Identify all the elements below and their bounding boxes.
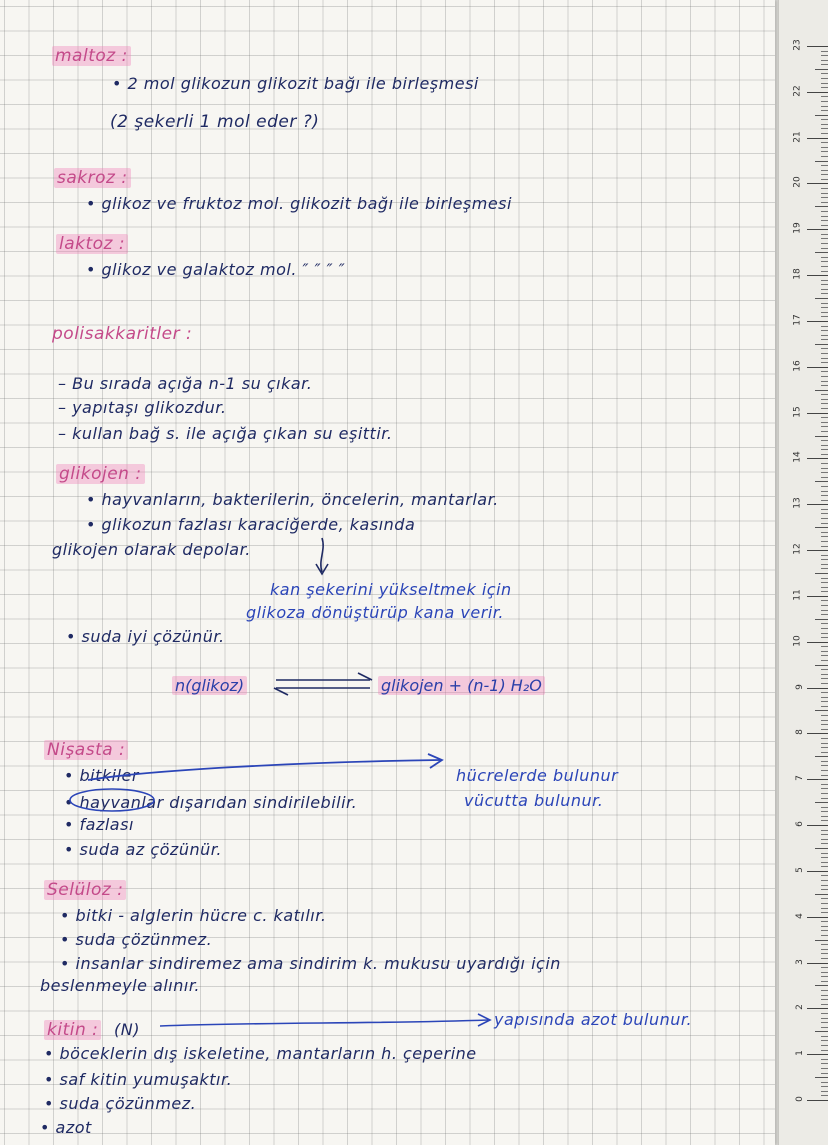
ruler-minor-tick xyxy=(821,248,828,249)
ruler-minor-tick xyxy=(821,55,828,56)
nisasta-line-3: • fazlası xyxy=(64,815,134,834)
ruler-minor-tick xyxy=(815,252,828,253)
ruler-minor-tick xyxy=(815,481,828,482)
ruler-major-tick xyxy=(807,46,828,47)
ruler-label: 1 xyxy=(795,1050,806,1057)
nisasta-line-4: • suda az çözünür. xyxy=(64,840,222,859)
ruler-minor-tick xyxy=(821,289,828,290)
ruler-minor-tick xyxy=(821,839,828,840)
ruler-minor-tick xyxy=(821,96,828,97)
ruler-minor-tick xyxy=(821,110,828,111)
glikojen-line-3: glikojen olarak depolar. xyxy=(52,540,251,559)
kitin-arrow xyxy=(160,1020,488,1026)
ruler-minor-tick xyxy=(815,1077,828,1078)
ruler-minor-tick xyxy=(821,949,828,950)
ruler-minor-tick xyxy=(821,1063,828,1064)
laktoz-heading: laktoz : xyxy=(56,234,128,254)
ruler-minor-tick xyxy=(821,174,828,175)
ruler-minor-tick xyxy=(821,1040,828,1041)
maltoz-heading: maltoz : xyxy=(52,46,131,66)
ruler-label: 12 xyxy=(792,543,803,555)
ruler-major-tick xyxy=(807,183,828,184)
ruler-minor-tick xyxy=(821,431,828,432)
ruler-minor-tick xyxy=(821,999,828,1000)
ruler-minor-tick xyxy=(821,1082,828,1083)
glikojen-line-5: glikoza dönüştürüp kana verir. xyxy=(246,603,504,622)
ruler-minor-tick xyxy=(821,216,828,217)
ruler-minor-tick xyxy=(821,513,828,514)
maltoz-line-1: • 2 mol glikozun glikozit bağı ile birleşmesi xyxy=(112,74,479,93)
ruler-label: 0 xyxy=(795,1096,806,1102)
nisasta-side-1: hücrelerde bulunur xyxy=(456,766,619,785)
ruler-minor-tick xyxy=(821,266,828,267)
ruler-major-tick xyxy=(807,825,828,826)
ruler-minor-tick xyxy=(821,225,828,226)
ruler-minor-tick xyxy=(821,1068,828,1069)
ruler-minor-tick xyxy=(821,316,828,317)
ruler-label: 8 xyxy=(795,729,806,736)
ruler-minor-tick xyxy=(821,124,828,125)
ruler-minor-tick xyxy=(821,303,828,304)
ruler-minor-tick xyxy=(821,697,828,698)
ruler-major-tick xyxy=(807,596,828,597)
ruler-minor-tick xyxy=(815,619,828,620)
ruler-label: 13 xyxy=(792,497,803,509)
ruler-minor-tick xyxy=(821,651,828,652)
ruler-minor-tick xyxy=(815,940,828,941)
poli-line-3: – kullan bağ s. ile açığa çıkan su eşittir. xyxy=(58,424,393,443)
ruler-minor-tick xyxy=(815,69,828,70)
ruler-minor-tick xyxy=(821,843,828,844)
ruler-minor-tick xyxy=(815,436,828,437)
ruler-minor-tick xyxy=(821,403,828,404)
ruler-minor-tick xyxy=(821,706,828,707)
ruler-minor-tick xyxy=(821,976,828,977)
ruler-minor-tick xyxy=(821,811,828,812)
ruler-minor-tick xyxy=(821,816,828,817)
ruler-label: 20 xyxy=(792,176,803,189)
ruler-minor-tick xyxy=(821,101,828,102)
ruler-label: 22 xyxy=(792,85,803,97)
ruler-minor-tick xyxy=(821,995,828,996)
ruler-label: 21 xyxy=(792,130,803,143)
ruler-label: 7 xyxy=(795,775,806,782)
ruler-minor-tick xyxy=(821,793,828,794)
ruler-minor-tick xyxy=(821,720,828,721)
ruler-minor-tick xyxy=(821,362,828,363)
ruler-minor-tick xyxy=(821,830,828,831)
nisasta-line-1: • bitkiler xyxy=(64,766,139,785)
ruler-minor-tick xyxy=(821,990,828,991)
ruler-minor-tick xyxy=(815,665,828,666)
ruler-minor-tick xyxy=(821,449,828,450)
ruler-minor-tick xyxy=(821,261,828,262)
ruler-label: 14 xyxy=(792,451,803,464)
kitin-line-1: • böceklerin dış iskeletine, mantarların h. çeperine xyxy=(44,1044,477,1063)
ruler-minor-tick xyxy=(821,472,828,473)
ruler-minor-tick xyxy=(821,605,828,606)
ruler-label: 3 xyxy=(795,958,806,965)
ruler-label: 6 xyxy=(795,821,806,827)
ruler-minor-tick xyxy=(821,559,828,560)
ruler-minor-tick xyxy=(821,518,828,519)
ruler-minor-tick xyxy=(821,193,828,194)
ruler-label: 5 xyxy=(795,866,806,873)
ruler-major-tick xyxy=(807,1008,828,1009)
ruler-minor-tick xyxy=(821,820,828,821)
ruler-major-tick xyxy=(807,642,828,643)
ruler-label: 19 xyxy=(792,222,803,235)
ruler-minor-tick xyxy=(821,788,828,789)
ruler-minor-tick xyxy=(821,1050,828,1051)
ruler-minor-tick xyxy=(821,147,828,148)
ruler-minor-tick xyxy=(821,866,828,867)
ruler-minor-tick xyxy=(821,765,828,766)
ruler-minor-tick xyxy=(821,280,828,281)
ruler-minor-tick xyxy=(821,408,828,409)
ruler-major-tick xyxy=(807,92,828,93)
ruler-minor-tick xyxy=(821,926,828,927)
kitin-line-2: • saf kitin yumuşaktır. xyxy=(44,1070,233,1089)
ruler-minor-tick xyxy=(821,445,828,446)
ruler-minor-tick xyxy=(821,930,828,931)
polisakkaritler-heading: polisakkaritler : xyxy=(52,324,193,344)
glikojen-line-2: • glikozun fazlası karaciğerde, kasında xyxy=(86,515,416,534)
ruler-major-tick xyxy=(807,504,828,505)
ruler-minor-tick xyxy=(821,903,828,904)
ruler-minor-tick xyxy=(821,495,828,496)
ruler-minor-tick xyxy=(821,646,828,647)
ruler-minor-tick xyxy=(821,701,828,702)
ruler-minor-tick xyxy=(821,587,828,588)
ruler-minor-tick xyxy=(821,678,828,679)
ruler-minor-tick xyxy=(821,692,828,693)
ruler-minor-tick xyxy=(821,509,828,510)
ruler-minor-tick xyxy=(821,743,828,744)
ruler-minor-tick xyxy=(821,628,828,629)
ruler-major-tick xyxy=(807,733,828,734)
ruler-minor-tick xyxy=(821,220,828,221)
ruler-minor-tick xyxy=(821,610,828,611)
nisasta-side-2: vücutta bulunur. xyxy=(464,791,604,810)
ruler-major-tick xyxy=(807,550,828,551)
nisasta-heading: Nişasta : xyxy=(44,740,128,760)
ruler-minor-tick xyxy=(821,715,828,716)
seluloz-line-3: • insanlar sindiremez ama sindirim k. mukusu uyardığı için xyxy=(60,954,561,973)
ruler-minor-tick xyxy=(821,889,828,890)
laktoz-line-1: • glikoz ve galaktoz mol. ″ ″ ″ ″ xyxy=(86,260,346,279)
ruler-minor-tick xyxy=(821,885,828,886)
ruler-minor-tick xyxy=(821,633,828,634)
ruler-minor-tick xyxy=(821,953,828,954)
ruler-minor-tick xyxy=(821,1022,828,1023)
ruler-minor-tick xyxy=(821,674,828,675)
ruler-minor-tick xyxy=(821,972,828,973)
ruler-minor-tick xyxy=(821,880,828,881)
ruler-minor-tick xyxy=(821,1004,828,1005)
ruler-minor-tick xyxy=(821,106,828,107)
ruler-minor-tick xyxy=(821,1073,828,1074)
ruler-minor-tick xyxy=(815,802,828,803)
ruler-minor-tick xyxy=(815,527,828,528)
ruler-minor-tick xyxy=(821,958,828,959)
ruler-minor-tick xyxy=(821,683,828,684)
kitin-side: yapısında azot bulunur. xyxy=(494,1010,693,1029)
kitin-line-4: • azot xyxy=(40,1118,92,1137)
ruler-minor-tick xyxy=(821,981,828,982)
nisasta-arrow xyxy=(88,760,440,780)
sakkaroz-line-1: • glikoz ve fruktoz mol. glikozit bağı ile birleşmesi xyxy=(86,194,512,213)
ruler-minor-tick xyxy=(821,64,828,65)
ruler-minor-tick xyxy=(821,541,828,542)
ruler-minor-tick xyxy=(815,298,828,299)
ruler-minor-tick xyxy=(821,170,828,171)
ruler-minor-tick xyxy=(821,857,828,858)
ruler-minor-tick xyxy=(821,1045,828,1046)
ruler-minor-tick xyxy=(821,202,828,203)
ruler-minor-tick xyxy=(821,463,828,464)
ruler-minor-tick xyxy=(821,564,828,565)
ruler-minor-tick xyxy=(821,578,828,579)
ruler-minor-tick xyxy=(821,211,828,212)
ruler-minor-tick xyxy=(821,1013,828,1014)
ruler-minor-tick xyxy=(821,729,828,730)
ruler-minor-tick xyxy=(821,78,828,79)
ruler-major-tick xyxy=(807,321,828,322)
ruler-minor-tick xyxy=(821,908,828,909)
ruler-minor-tick xyxy=(821,1091,828,1092)
ruler-minor-tick xyxy=(821,271,828,272)
seluloz-line-1: • bitki - alglerin hücre c. katılır. xyxy=(60,906,327,925)
ruler-minor-tick xyxy=(821,417,828,418)
ruler-minor-tick xyxy=(821,133,828,134)
ruler-minor-tick xyxy=(821,83,828,84)
ruler-minor-tick xyxy=(815,390,828,391)
ruler-minor-tick xyxy=(821,87,828,88)
ruler-minor-tick xyxy=(821,1027,828,1028)
ruler-minor-tick xyxy=(821,491,828,492)
ruler-minor-tick xyxy=(821,1059,828,1060)
hayvanlar-circle xyxy=(70,789,154,811)
ruler-minor-tick xyxy=(821,582,828,583)
ruler-major-tick xyxy=(807,458,828,459)
ruler-label: 11 xyxy=(792,589,803,601)
ruler-label: 23 xyxy=(792,39,803,51)
ruler-minor-tick xyxy=(815,1031,828,1032)
ruler-minor-tick xyxy=(821,51,828,52)
ruler-minor-tick xyxy=(821,770,828,771)
ruler-minor-tick xyxy=(821,477,828,478)
ruler-minor-tick xyxy=(821,853,828,854)
ruler-major-tick xyxy=(807,367,828,368)
ruler-minor-tick xyxy=(821,197,828,198)
ruler-minor-tick xyxy=(821,546,828,547)
ruler-minor-tick xyxy=(821,568,828,569)
ruler-minor-tick xyxy=(821,376,828,377)
ruler-minor-tick xyxy=(815,848,828,849)
ruler-minor-tick xyxy=(821,752,828,753)
ruler-minor-tick xyxy=(815,710,828,711)
ruler-major-tick xyxy=(807,138,828,139)
ruler-major-tick xyxy=(807,871,828,872)
ruler-major-tick xyxy=(807,688,828,689)
poli-line-2: – yapıtaşı glikozdur. xyxy=(58,398,227,417)
seluloz-heading: Selüloz : xyxy=(44,880,126,900)
ruler-major-tick xyxy=(807,917,828,918)
ruler-minor-tick xyxy=(821,238,828,239)
ruler-minor-tick xyxy=(821,371,828,372)
glikojen-line-4: kan şekerini yükseltmek için xyxy=(270,580,512,599)
down-arrow xyxy=(321,538,323,572)
ruler-minor-tick xyxy=(821,784,828,785)
ruler-minor-tick xyxy=(821,358,828,359)
ruler-minor-tick xyxy=(821,1018,828,1019)
equation-left: n(glikoz) xyxy=(172,676,247,695)
ruler-minor-tick xyxy=(821,614,828,615)
ruler-label: 2 xyxy=(795,1004,806,1011)
kitin-heading: kitin : xyxy=(44,1020,101,1040)
equation-right: glikojen + (n-1) H₂O xyxy=(378,676,545,695)
ruler-major-tick xyxy=(807,413,828,414)
maltoz-line-2: (2 şekerli 1 mol eder ?) xyxy=(110,112,320,132)
ruler-minor-tick xyxy=(821,326,828,327)
ruler-minor-tick xyxy=(821,426,828,427)
ruler-minor-tick xyxy=(821,307,828,308)
sakkaroz-heading: sakroz : xyxy=(54,168,131,188)
ruler-minor-tick xyxy=(815,985,828,986)
ruler-minor-tick xyxy=(821,348,828,349)
ruler-major-tick xyxy=(807,1100,828,1101)
ruler-minor-tick xyxy=(821,798,828,799)
ruler-minor-tick xyxy=(821,532,828,533)
ruler-minor-tick xyxy=(821,243,828,244)
ruler-minor-tick xyxy=(821,165,828,166)
ruler-label: 18 xyxy=(792,268,803,280)
ruler-label: 16 xyxy=(792,360,803,372)
ruler-minor-tick xyxy=(821,312,828,313)
ruler-minor-tick xyxy=(815,206,828,207)
ruler-minor-tick xyxy=(821,775,828,776)
seluloz-line-4: beslenmeyle alınır. xyxy=(40,976,201,995)
ruler-minor-tick xyxy=(821,761,828,762)
ruler-minor-tick xyxy=(815,115,828,116)
ruler-minor-tick xyxy=(821,738,828,739)
ruler-minor-tick xyxy=(821,234,828,235)
ruler-minor-tick xyxy=(821,1095,828,1096)
ruler-minor-tick xyxy=(821,142,828,143)
glikojen-line-6: • suda iyi çözünür. xyxy=(66,627,225,646)
ruler-minor-tick xyxy=(821,119,828,120)
ruler-minor-tick xyxy=(821,339,828,340)
ruler-minor-tick xyxy=(815,344,828,345)
ruler-minor-tick xyxy=(821,967,828,968)
ruler-minor-tick xyxy=(821,486,828,487)
ruler-minor-tick xyxy=(821,944,828,945)
ruler xyxy=(778,0,828,1145)
ruler-minor-tick xyxy=(821,335,828,336)
ruler-minor-tick xyxy=(821,875,828,876)
ruler-minor-tick xyxy=(821,834,828,835)
ruler-minor-tick xyxy=(821,935,828,936)
ruler-minor-tick xyxy=(821,921,828,922)
ruler-minor-tick xyxy=(821,73,828,74)
ruler-minor-tick xyxy=(815,756,828,757)
ruler-minor-tick xyxy=(821,623,828,624)
ruler-minor-tick xyxy=(821,179,828,180)
ruler-minor-tick xyxy=(821,353,828,354)
ruler-minor-tick xyxy=(821,156,828,157)
kitin-line-3: • suda çözünmez. xyxy=(44,1094,197,1113)
ruler-minor-tick xyxy=(821,399,828,400)
ruler-minor-tick xyxy=(821,454,828,455)
ruler-label: 15 xyxy=(792,405,803,418)
seluloz-line-2: • suda çözünmez. xyxy=(60,930,213,949)
ruler-label: 4 xyxy=(795,912,806,919)
ruler-minor-tick xyxy=(821,1086,828,1087)
ruler-minor-tick xyxy=(821,898,828,899)
ruler-major-tick xyxy=(807,275,828,276)
ruler-minor-tick xyxy=(821,862,828,863)
ruler-minor-tick xyxy=(821,151,828,152)
ruler-major-tick xyxy=(807,963,828,964)
ruler-minor-tick xyxy=(821,293,828,294)
ruler-minor-tick xyxy=(821,747,828,748)
ruler-minor-tick xyxy=(821,257,828,258)
glikojen-line-1: • hayvanların, bakterilerin, öncelerin, mantarlar. xyxy=(86,490,499,509)
kitin-n: (N) xyxy=(114,1020,140,1039)
ruler-minor-tick xyxy=(821,468,828,469)
ruler-minor-tick xyxy=(815,161,828,162)
ruler-minor-tick xyxy=(821,394,828,395)
ruler-minor-tick xyxy=(821,440,828,441)
ruler-minor-tick xyxy=(821,523,828,524)
ruler-label: 17 xyxy=(792,314,803,326)
ruler-minor-tick xyxy=(821,724,828,725)
ruler-label: 10 xyxy=(792,635,803,647)
ruler-major-tick xyxy=(807,1054,828,1055)
ruler-minor-tick xyxy=(815,894,828,895)
ruler-minor-tick xyxy=(821,60,828,61)
ruler-major-tick xyxy=(807,229,828,230)
ruler-minor-tick xyxy=(821,912,828,913)
glikojen-heading: glikojen : xyxy=(56,464,145,484)
ruler-minor-tick xyxy=(821,385,828,386)
ruler-minor-tick xyxy=(821,591,828,592)
ruler-minor-tick xyxy=(821,637,828,638)
ruler-minor-tick xyxy=(821,284,828,285)
ruler-minor-tick xyxy=(821,1036,828,1037)
ruler-minor-tick xyxy=(821,655,828,656)
ruler-minor-tick xyxy=(821,536,828,537)
ruler-minor-tick xyxy=(821,669,828,670)
ruler-minor-tick xyxy=(821,422,828,423)
poli-line-1: – Bu sırada açığa n-1 su çıkar. xyxy=(58,374,313,393)
ruler-minor-tick xyxy=(821,600,828,601)
ruler-label: 9 xyxy=(795,683,806,690)
ruler-minor-tick xyxy=(821,500,828,501)
ruler-minor-tick xyxy=(815,573,828,574)
ruler-minor-tick xyxy=(821,188,828,189)
ruler-minor-tick xyxy=(821,381,828,382)
ruler-minor-tick xyxy=(821,807,828,808)
ruler-minor-tick xyxy=(821,330,828,331)
nisasta-line-2: • hayvanlar dışarıdan sindirilebilir. xyxy=(64,793,358,812)
ruler-major-tick xyxy=(807,779,828,780)
ruler-minor-tick xyxy=(821,128,828,129)
ruler-minor-tick xyxy=(821,555,828,556)
ruler-minor-tick xyxy=(821,660,828,661)
